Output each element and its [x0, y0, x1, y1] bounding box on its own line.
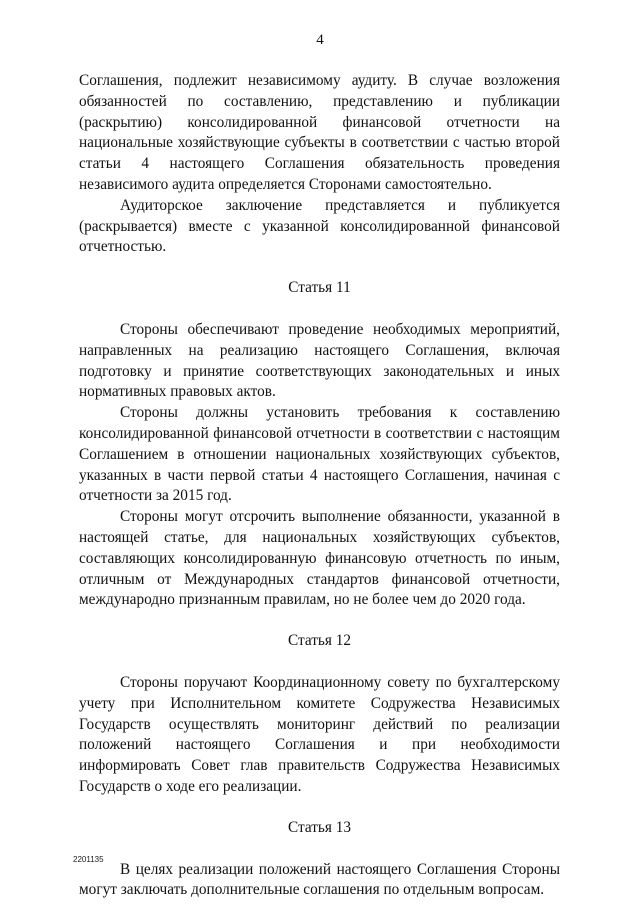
paragraph-audit-report: Аудиторское заключение представляется и публикуется (раскрывается) вместе с указанной консолидированной финансовой отчетностью.	[79, 196, 560, 256]
article-11-paragraph-1: Стороны обеспечивают проведение необходимых мероприятий, направленных на реализацию настоящего Соглашения, включая подготовку и принятие соответствующих законодательных и иных нормативных правовых актов.	[79, 320, 560, 401]
article-13-heading: Статья 13	[287, 818, 352, 836]
article-13-paragraph-1: В целях реализации положений настоящего Соглашения Стороны могут заключать дополнительные соглашения по отдельным вопросам.	[79, 860, 560, 899]
article-11-paragraph-2: Стороны должны установить требования к составлению консолидированной финансовой отчетности в соответствии с настоящим Соглашением в отношении национальных хозяйствующих субъектов, указанных в части первой статьи 4 настоящего Соглашения, начиная с отчетности за 2015 год.	[79, 404, 560, 505]
article-11-paragraph-3: Стороны могут отсрочить выполнение обязанности, указанной в настоящей статье, для национальных хозяйствующих субъектов, составляющих консолидированную финансовую отчетность по иным, отличным от Международных стандартов финансовой отчетности, международно признанным правилам, но не более чем до 2020 года.	[79, 508, 560, 609]
page-number: 4	[316, 32, 324, 48]
article-12-heading: Статья 12	[287, 632, 352, 650]
paragraph-continuation: Соглашения, подлежит независимому аудиту. В случае возложения обязанностей по составлению, представлению и публикации (раскрытию) консолидированной финансовой отчетности на национальные хозяйствующие субъекты в соответствии с частью второй статьи 4 настоящего Соглашения обязательность проведения независимого аудита определяется Сторонами самостоятельно.	[79, 72, 560, 193]
document-body	[79, 71, 560, 901]
article-12-paragraph-1: Стороны поручают Координационному совету по бухгалтерскому учету при Исполнительном комитете Содружества Независимых Государств осуществлять мониторинг действий по реализации положений настоящего Соглашения и при необходимости информировать Совет глав правительств Содружества Независимых Государств о ходе его реализации.	[79, 673, 560, 795]
article-11-heading: Статья 11	[288, 279, 351, 297]
document-id: 2201135	[73, 855, 104, 864]
